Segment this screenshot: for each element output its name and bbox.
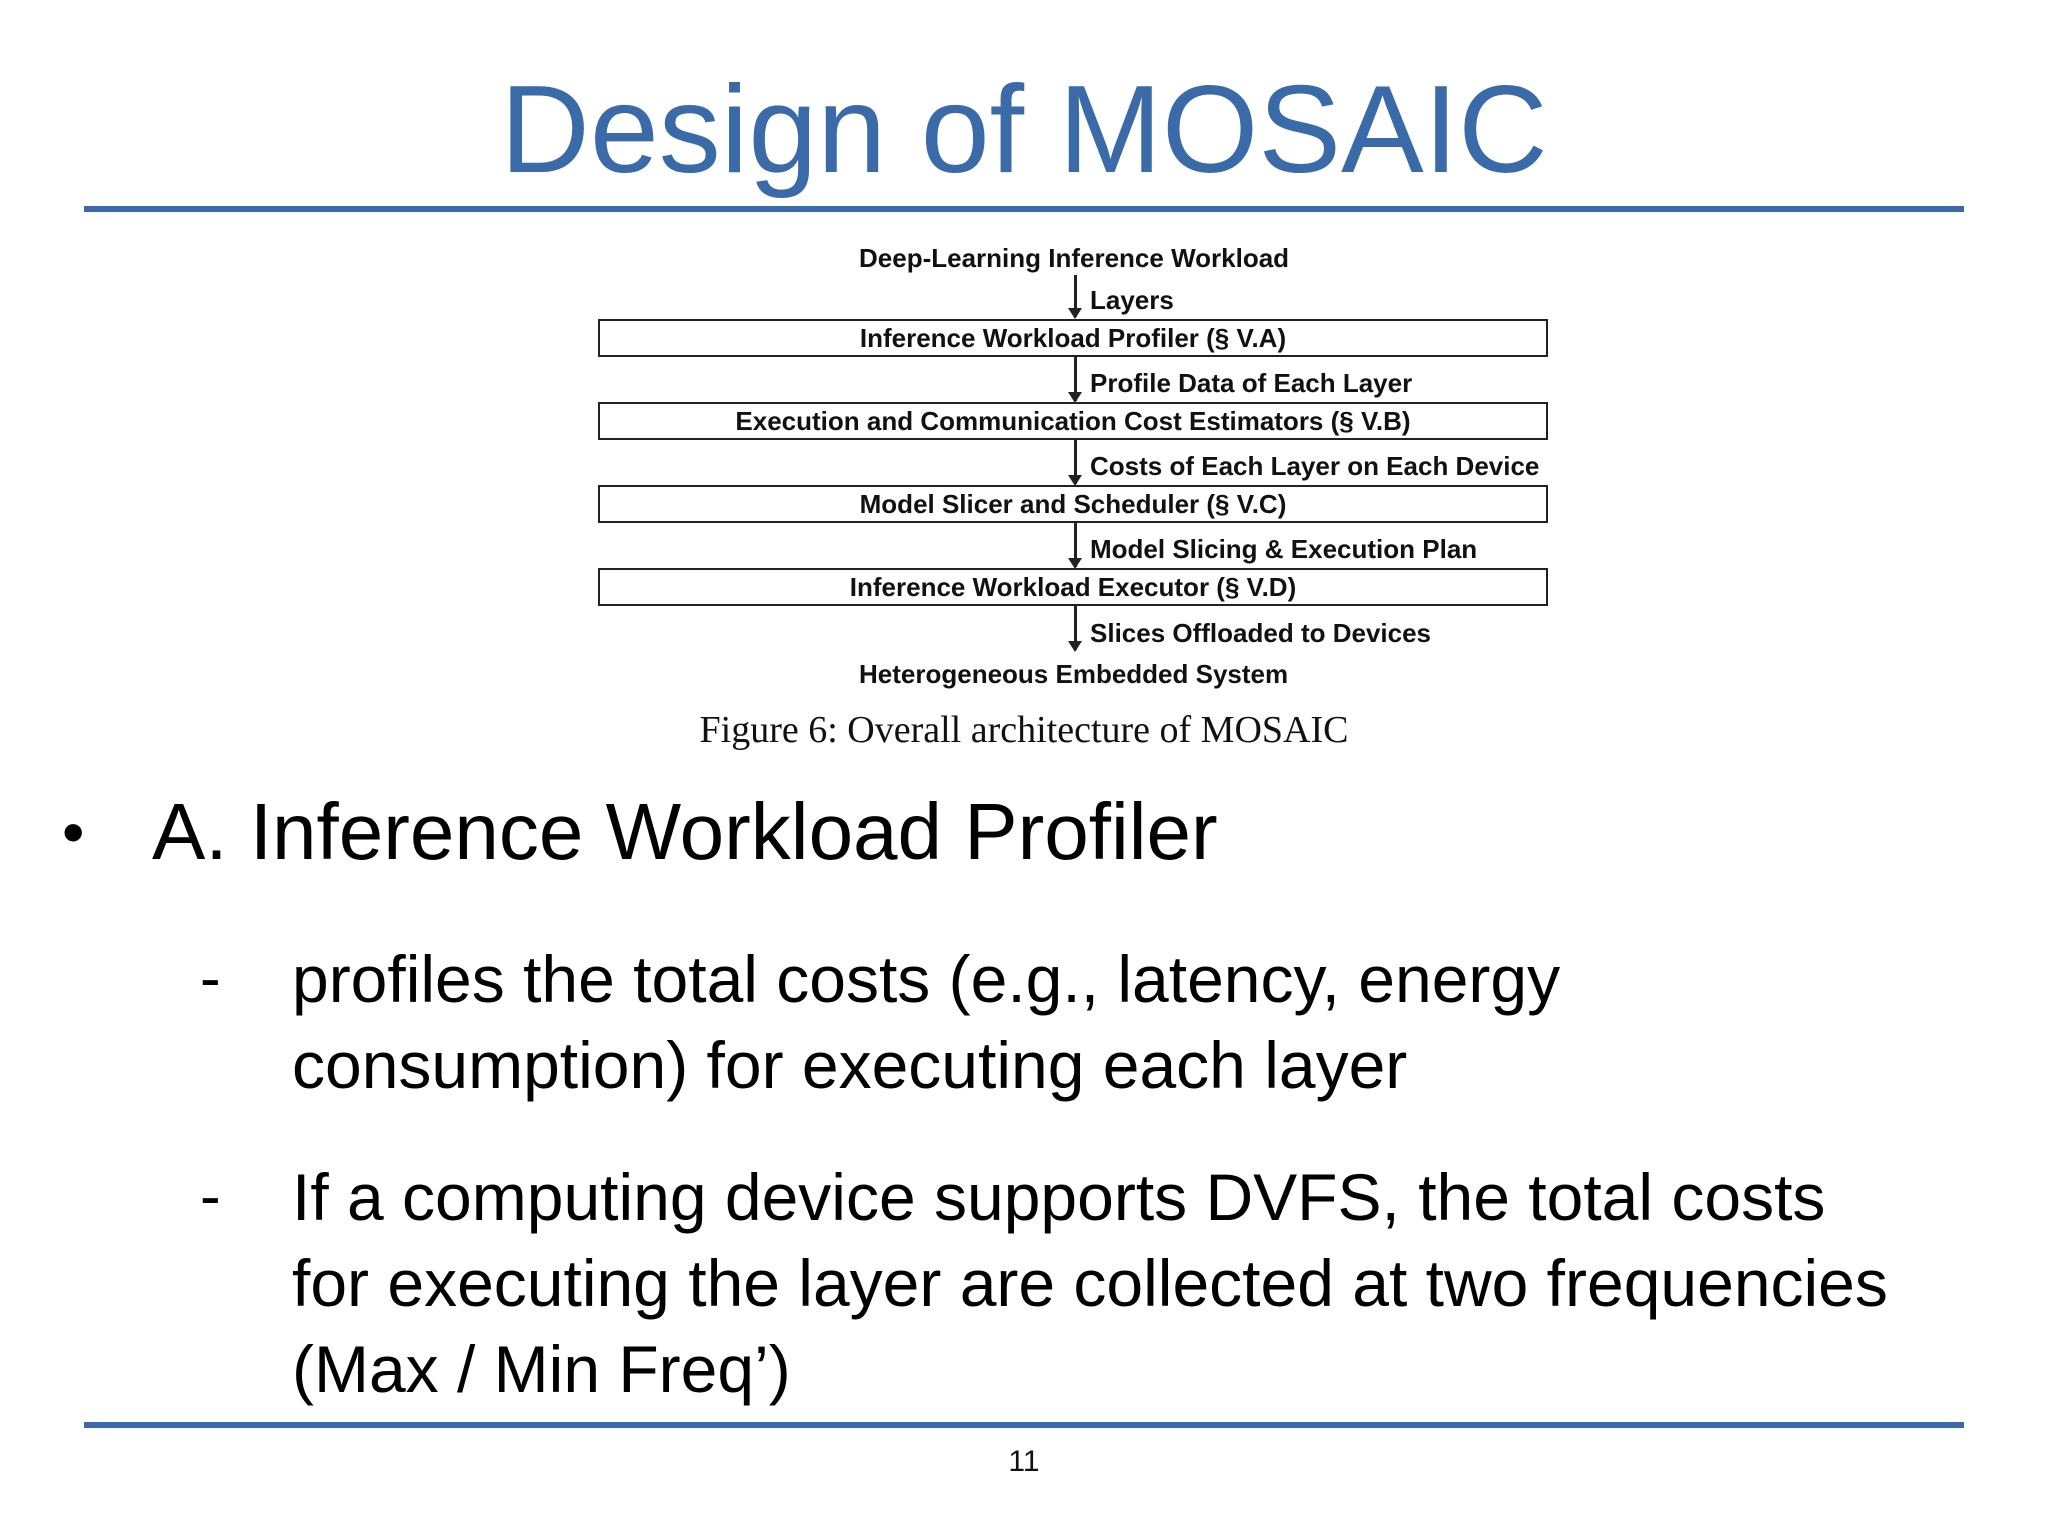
arrow-label: Model Slicing & Execution Plan — [1090, 534, 1478, 564]
executor-box — [598, 568, 1548, 606]
arrow-label: Costs of Each Layer on Each Device — [1090, 451, 1540, 481]
flow-arrow — [1074, 523, 1077, 567]
dash-icon: - — [200, 944, 221, 1013]
flow-arrow — [1074, 357, 1077, 401]
bullet-dot-icon: • — [62, 796, 85, 868]
box-label: Inference Workload Profiler (§ V.A) — [859, 323, 1287, 353]
flow-arrow — [1074, 440, 1077, 484]
sub-item-line: If a computing device supports DVFS, the total costs — [292, 1160, 1826, 1234]
cost-estimators-box — [598, 402, 1548, 440]
slicer-scheduler-box — [598, 485, 1548, 523]
sub-item — [292, 1154, 2032, 1412]
profiler-box — [598, 319, 1548, 357]
figure-top-label: Deep-Learning Inference Workload — [859, 243, 1290, 273]
sub-item-line: profiles the total costs (e.g., latency, energy — [292, 942, 1561, 1016]
box-label: Model Slicer and Scheduler (§ V.C) — [859, 489, 1287, 519]
box-label: Inference Workload Executor (§ V.D) — [849, 572, 1297, 602]
sub-item — [292, 936, 2032, 1108]
figure-bottom-label: Heterogeneous Embedded System — [859, 659, 1289, 689]
page-number: 11 — [1008, 1445, 1040, 1478]
slide-title: Design of MOSAIC — [500, 61, 1548, 199]
flow-arrow — [1074, 275, 1077, 317]
sub-item-line: for executing the layer are collected at two frequencies — [292, 1246, 1888, 1320]
sub-item-line: consumption) for executing each layer — [292, 1028, 1408, 1102]
arrow-label: Slices Offloaded to Devices — [1090, 618, 1432, 648]
flow-arrow — [1074, 606, 1077, 650]
bullet-heading: A. Inference Workload Profiler — [152, 787, 1218, 876]
arrow-label: Profile Data of Each Layer — [1090, 368, 1413, 398]
figure-caption: Figure 6: Overall architecture of MOSAIC — [699, 709, 1349, 751]
sub-item-line: (Max / Min Freq’) — [292, 1332, 791, 1406]
footer-divider — [84, 1422, 1964, 1428]
dash-icon: - — [200, 1162, 221, 1231]
arrow-label: Layers — [1090, 285, 1174, 315]
box-label: Execution and Communication Cost Estimators (§ V.B) — [735, 406, 1411, 436]
